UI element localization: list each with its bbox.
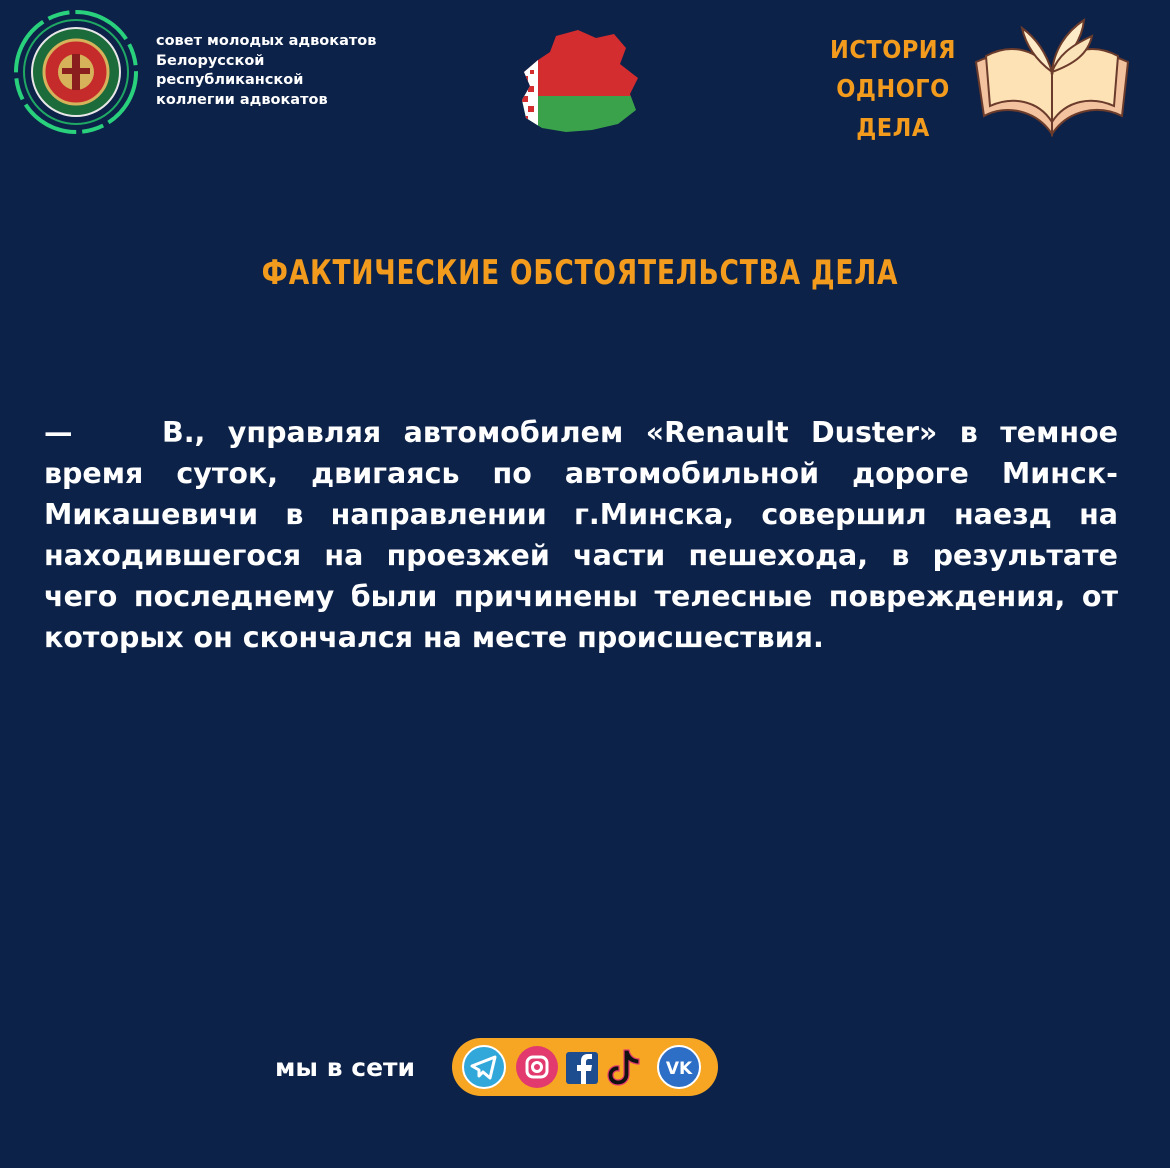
belarus-map-flag: [516, 26, 644, 136]
open-book-icon: [966, 10, 1138, 138]
telegram-icon[interactable]: [461, 1044, 507, 1090]
organization-name: [156, 32, 456, 110]
svg-text:VK: VK: [665, 1059, 693, 1079]
organization-logo: [14, 10, 138, 134]
tiktok-icon[interactable]: [604, 1044, 644, 1090]
series-title-line: ИСТОРИЯ: [830, 35, 956, 64]
series-title: [828, 30, 958, 147]
series-title-line: ДЕЛА: [856, 113, 930, 142]
case-facts-paragraph: [44, 412, 1118, 658]
org-name-line: совет молодых адвокатов: [156, 33, 377, 49]
social-links-bar: [452, 1038, 718, 1096]
org-name-line: Белорусской: [156, 52, 265, 69]
facebook-icon[interactable]: [562, 1044, 602, 1090]
instagram-icon[interactable]: [514, 1044, 560, 1090]
paragraph-dash: —: [44, 416, 73, 449]
paragraph-text: В., управляя автомобилем «Renault Duster» в темное время суток, двигаясь по автомобильной дороге Минск-Микашевичи в направлении г.Минска, совершил наезд на находившегося на проезжей части пешехода, в результате чего последнему были причинены телесные повреждения, от которых он скончался на месте происшествия.: [44, 416, 1118, 654]
social-label: мы в сети: [275, 1053, 416, 1082]
series-title-line: ОДНОГО: [836, 74, 950, 103]
org-name-line: республиканской: [156, 72, 304, 88]
org-name-line: коллегии адвокатов: [156, 91, 328, 108]
vk-icon[interactable]: [656, 1044, 702, 1090]
section-heading: ФАКТИЧЕСКИЕ ОБСТОЯТЕЛЬСТВА ДЕЛА: [261, 253, 899, 293]
